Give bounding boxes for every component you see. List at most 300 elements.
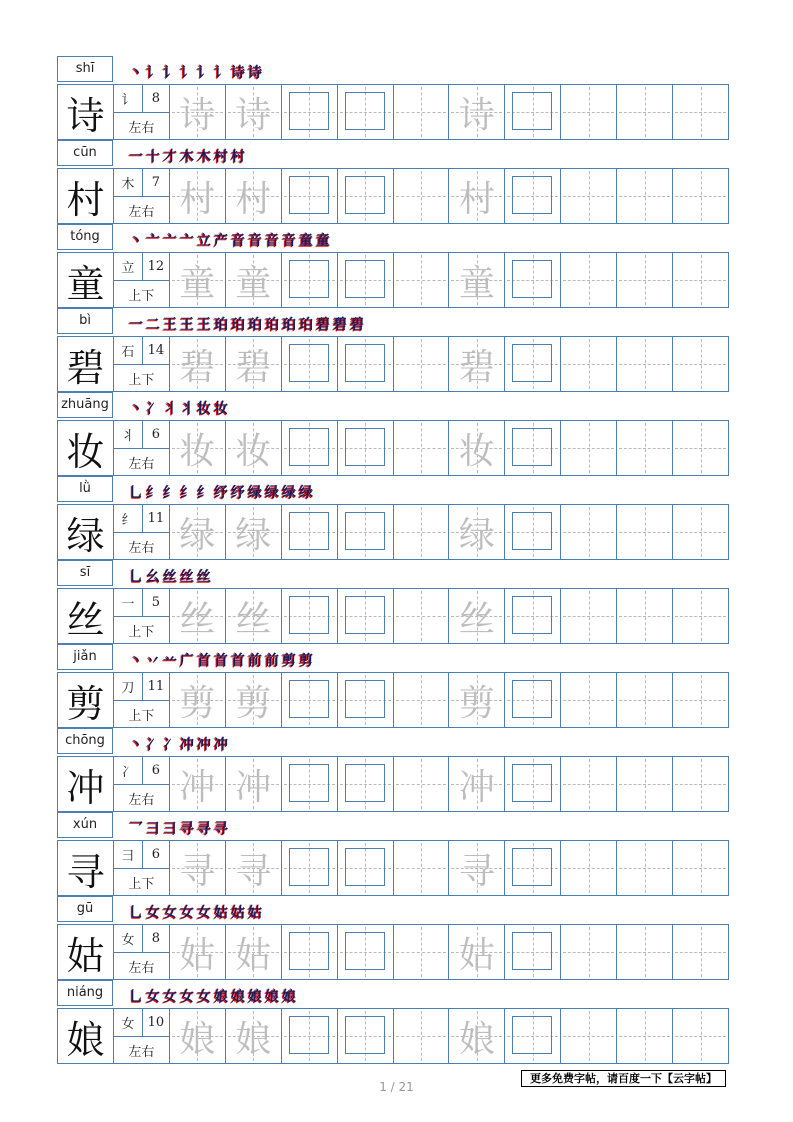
character-info [113, 253, 169, 307]
stroke-order [129, 562, 211, 586]
stroke-step: 纾 [214, 485, 228, 501]
structure-label: 左右 [128, 540, 155, 556]
writing-box [289, 932, 329, 970]
box-cell[interactable] [337, 169, 393, 223]
stroke-step: 丝 [163, 569, 177, 585]
blank-cell[interactable] [672, 85, 728, 139]
box-cell[interactable] [281, 253, 337, 307]
pinyin-label: niáng [57, 980, 113, 1006]
stroke-step: 寻 [197, 821, 211, 837]
writing-box [345, 764, 385, 802]
stroke-count: 8 [151, 931, 161, 946]
model-character: 诗 [66, 93, 105, 138]
blank-cell[interactable] [672, 253, 728, 307]
blank-cell[interactable] [560, 589, 616, 643]
box-cell[interactable] [281, 925, 337, 979]
stroke-step: 木 [180, 149, 194, 165]
radical-label: 立 [114, 253, 143, 280]
blank-cell[interactable] [616, 421, 672, 475]
stroke-step: 一 [129, 317, 143, 333]
pinyin-label: gū [57, 896, 113, 922]
blank-cell[interactable] [672, 421, 728, 475]
box-cell[interactable] [337, 925, 393, 979]
blank-cell[interactable] [616, 505, 672, 559]
character-entry [57, 140, 729, 224]
stroke-order [129, 898, 262, 922]
stroke-step: 才 [163, 149, 177, 165]
trace-cell[interactable] [169, 85, 225, 139]
blank-cell[interactable] [616, 337, 672, 391]
blank-cell[interactable] [672, 169, 728, 223]
trace-character: 寻 [179, 850, 216, 892]
trace-cell[interactable] [448, 253, 504, 307]
blank-cell[interactable] [560, 757, 616, 811]
blank-cell[interactable] [560, 673, 616, 727]
writing-box [289, 92, 329, 130]
blank-cell[interactable] [616, 673, 672, 727]
box-cell[interactable] [504, 757, 560, 811]
stroke-count: 7 [151, 175, 161, 190]
trace-character: 童 [235, 262, 272, 304]
page-number: 1 / 21 [379, 1080, 414, 1094]
trace-cell[interactable] [225, 1009, 281, 1063]
blank-cell[interactable] [560, 925, 616, 979]
writing-box [345, 176, 385, 214]
stroke-step: 珀 [248, 317, 262, 333]
box-cell[interactable] [281, 85, 337, 139]
character-entry [57, 896, 729, 980]
trace-cell[interactable] [225, 253, 281, 307]
model-character: 冲 [66, 765, 105, 810]
trace-cell[interactable] [225, 337, 281, 391]
stroke-step: 纟 [163, 485, 177, 501]
writing-box [512, 596, 552, 634]
character-info [113, 505, 169, 559]
stroke-step: 乚 [129, 485, 143, 501]
blank-cell[interactable] [560, 1009, 616, 1063]
blank-cell[interactable] [616, 169, 672, 223]
structure-label: 左右 [128, 1044, 155, 1060]
trace-character: 诗 [458, 94, 495, 136]
practice-row [57, 924, 729, 980]
box-cell[interactable] [281, 337, 337, 391]
stroke-step: 女 [146, 989, 160, 1005]
stroke-step: 绿 [248, 485, 262, 501]
blank-cell[interactable] [616, 1009, 672, 1063]
trace-character: 剪 [179, 682, 216, 724]
practice-row [57, 84, 729, 140]
stroke-step: 女 [197, 989, 211, 1005]
stroke-step: 纟 [146, 485, 160, 501]
box-cell[interactable] [337, 421, 393, 475]
writing-box [289, 176, 329, 214]
stroke-count: 11 [147, 679, 165, 694]
stroke-step: 幺 [146, 569, 160, 585]
stroke-step: 珀 [282, 317, 296, 333]
blank-cell[interactable] [560, 337, 616, 391]
model-character: 娘 [66, 1017, 105, 1062]
radical-label: 丬 [114, 421, 143, 448]
stroke-step: 丶 [129, 65, 143, 81]
stroke-step: 丷 [146, 653, 160, 669]
blank-cell[interactable] [393, 841, 449, 895]
pinyin-label: zhuāng [57, 392, 113, 418]
trace-cell[interactable] [448, 925, 504, 979]
stroke-step: 妆 [197, 401, 211, 417]
stroke-step: 童 [316, 233, 330, 249]
structure-label: 上下 [128, 876, 155, 892]
box-cell[interactable] [281, 673, 337, 727]
structure-label: 左右 [128, 120, 155, 136]
box-cell[interactable] [281, 841, 337, 895]
writing-box [512, 848, 552, 886]
trace-cell[interactable] [225, 757, 281, 811]
blank-cell[interactable] [393, 337, 449, 391]
character-entry [57, 224, 729, 308]
writing-box [512, 932, 552, 970]
stroke-order [129, 142, 245, 166]
stroke-step: 音 [231, 233, 245, 249]
stroke-count: 6 [151, 763, 161, 778]
trace-character: 妆 [235, 430, 272, 472]
info-top [114, 925, 169, 953]
trace-cell[interactable] [169, 337, 225, 391]
stroke-step: 亠 [180, 233, 194, 249]
practice-row [57, 168, 729, 224]
blank-cell[interactable] [672, 925, 728, 979]
trace-cell[interactable] [225, 925, 281, 979]
writing-box [345, 92, 385, 130]
model-character: 村 [66, 177, 105, 222]
stroke-step: 童 [299, 233, 313, 249]
box-cell[interactable] [337, 337, 393, 391]
stroke-step: 丶 [129, 401, 143, 417]
box-cell[interactable] [504, 253, 560, 307]
stroke-step: 妆 [214, 401, 228, 417]
stroke-step: 村 [214, 149, 228, 165]
box-cell[interactable] [337, 757, 393, 811]
writing-box [512, 176, 552, 214]
info-top [114, 757, 169, 785]
trace-cell[interactable] [169, 589, 225, 643]
radical-label: 石 [114, 337, 143, 364]
box-cell[interactable] [504, 589, 560, 643]
blank-cell[interactable] [393, 169, 449, 223]
stroke-step: 彐 [163, 821, 177, 837]
stroke-step: 纟 [197, 485, 211, 501]
stroke-step: 讠 [163, 65, 177, 81]
stroke-order [129, 58, 262, 82]
stroke-step: 丶 [129, 233, 143, 249]
trace-cell[interactable] [169, 253, 225, 307]
trace-cell[interactable] [448, 337, 504, 391]
stroke-step: 立 [197, 233, 211, 249]
trace-character: 村 [458, 178, 495, 220]
stroke-step: 讠 [180, 65, 194, 81]
box-cell[interactable] [504, 841, 560, 895]
character-info [113, 1009, 169, 1063]
trace-character: 剪 [235, 682, 272, 724]
trace-character: 姑 [179, 934, 216, 976]
blank-cell[interactable] [393, 421, 449, 475]
blank-cell[interactable] [393, 673, 449, 727]
stroke-step: 彐 [146, 821, 160, 837]
pinyin-label: tóng [57, 224, 113, 250]
box-cell[interactable] [504, 505, 560, 559]
box-cell[interactable] [337, 589, 393, 643]
blank-cell[interactable] [672, 505, 728, 559]
box-cell[interactable] [281, 505, 337, 559]
trace-cell[interactable] [225, 505, 281, 559]
writing-box [289, 428, 329, 466]
trace-character: 绿 [458, 514, 495, 556]
box-cell[interactable] [281, 757, 337, 811]
trace-cell[interactable] [448, 589, 504, 643]
trace-character: 碧 [179, 346, 216, 388]
character-entry [57, 392, 729, 476]
stroke-step: 女 [197, 905, 211, 921]
trace-cell[interactable] [169, 673, 225, 727]
stroke-step: 讠 [146, 65, 160, 81]
trace-cell[interactable] [169, 925, 225, 979]
radical-label: 彐 [114, 841, 143, 868]
writing-box [512, 260, 552, 298]
blank-cell[interactable] [560, 841, 616, 895]
blank-cell[interactable] [616, 925, 672, 979]
trace-character: 妆 [179, 430, 216, 472]
writing-box [289, 680, 329, 718]
blank-cell[interactable] [672, 841, 728, 895]
blank-cell[interactable] [560, 85, 616, 139]
box-cell[interactable] [337, 505, 393, 559]
model-character: 绿 [66, 513, 105, 558]
blank-cell[interactable] [393, 757, 449, 811]
box-cell[interactable] [281, 589, 337, 643]
trace-character: 寻 [235, 850, 272, 892]
blank-cell[interactable] [393, 253, 449, 307]
blank-cell[interactable] [393, 505, 449, 559]
stroke-step: 绿 [282, 485, 296, 501]
trace-cell[interactable] [169, 169, 225, 223]
stroke-order [129, 982, 296, 1006]
stroke-order [129, 310, 364, 334]
practice-row [57, 336, 729, 392]
box-cell[interactable] [504, 1009, 560, 1063]
character-info [113, 925, 169, 979]
blank-cell[interactable] [616, 85, 672, 139]
trace-cell[interactable] [448, 169, 504, 223]
trace-cell[interactable] [225, 841, 281, 895]
blank-cell[interactable] [672, 673, 728, 727]
blank-cell[interactable] [393, 589, 449, 643]
blank-cell[interactable] [616, 757, 672, 811]
trace-cell[interactable] [169, 505, 225, 559]
writing-box [345, 932, 385, 970]
trace-character: 娘 [458, 1018, 495, 1060]
box-cell[interactable] [504, 337, 560, 391]
stroke-step: 丬 [180, 401, 194, 417]
trace-cell[interactable] [448, 673, 504, 727]
stroke-step: 冲 [197, 737, 211, 753]
trace-cell[interactable] [169, 841, 225, 895]
writing-box [289, 596, 329, 634]
character-info [113, 841, 169, 895]
stroke-step: 前 [248, 653, 262, 669]
promo-banner: 更多免费字帖，请百度一下【云字帖】 [521, 1070, 726, 1087]
stroke-step: 冲 [180, 737, 194, 753]
practice-row [57, 672, 729, 728]
trace-cell[interactable] [448, 757, 504, 811]
stroke-step: 女 [146, 905, 160, 921]
box-cell[interactable] [337, 253, 393, 307]
trace-cell[interactable] [448, 505, 504, 559]
stroke-step: 纾 [231, 485, 245, 501]
box-cell[interactable] [281, 169, 337, 223]
stroke-step: 珀 [265, 317, 279, 333]
blank-cell[interactable] [616, 841, 672, 895]
box-cell[interactable] [504, 169, 560, 223]
blank-cell[interactable] [672, 337, 728, 391]
writing-box [345, 848, 385, 886]
stroke-step: 讠 [214, 65, 228, 81]
trace-cell[interactable] [448, 841, 504, 895]
worksheet [57, 56, 729, 1064]
box-cell[interactable] [337, 85, 393, 139]
info-top [114, 85, 169, 113]
trace-cell[interactable] [448, 421, 504, 475]
stroke-count: 12 [147, 259, 165, 274]
stroke-step: 王 [163, 317, 177, 333]
blank-cell[interactable] [616, 253, 672, 307]
stroke-step: 冫 [163, 737, 177, 753]
stroke-order [129, 814, 228, 838]
stroke-step: 珀 [214, 317, 228, 333]
box-cell[interactable] [337, 841, 393, 895]
trace-cell[interactable] [225, 169, 281, 223]
writing-box [512, 764, 552, 802]
stroke-step: 讠 [197, 65, 211, 81]
model-character: 碧 [66, 345, 105, 390]
model-character: 妆 [66, 429, 105, 474]
stroke-step: 绿 [299, 485, 313, 501]
stroke-step: 寻 [214, 821, 228, 837]
stroke-step: 绿 [265, 485, 279, 501]
writing-box [512, 680, 552, 718]
box-cell[interactable] [504, 673, 560, 727]
stroke-order [129, 226, 330, 250]
blank-cell[interactable] [616, 589, 672, 643]
box-cell[interactable] [504, 85, 560, 139]
radical-label: 女 [114, 925, 143, 952]
trace-cell[interactable] [448, 85, 504, 139]
stroke-step: 女 [163, 989, 177, 1005]
blank-cell[interactable] [393, 925, 449, 979]
stroke-step: 乚 [129, 569, 143, 585]
practice-row [57, 252, 729, 308]
blank-cell[interactable] [672, 589, 728, 643]
stroke-step: 寻 [180, 821, 194, 837]
stroke-step: 冫 [146, 401, 160, 417]
writing-box [512, 1016, 552, 1054]
model-character: 姑 [66, 933, 105, 978]
stroke-step: 丶 [129, 737, 143, 753]
character-info [113, 337, 169, 391]
writing-box [289, 1016, 329, 1054]
structure-label: 左右 [128, 960, 155, 976]
stroke-count: 11 [147, 511, 165, 526]
trace-character: 冲 [235, 766, 272, 808]
stroke-count: 8 [151, 91, 161, 106]
stroke-step: 亠 [163, 233, 177, 249]
blank-cell[interactable] [672, 757, 728, 811]
pinyin-label: chōng [57, 728, 113, 754]
blank-cell[interactable] [560, 421, 616, 475]
box-cell[interactable] [504, 925, 560, 979]
stroke-step: 二 [146, 317, 160, 333]
stroke-order [129, 478, 313, 502]
character-info [113, 589, 169, 643]
blank-cell[interactable] [393, 1009, 449, 1063]
box-cell[interactable] [281, 421, 337, 475]
stroke-step: 村 [231, 149, 245, 165]
practice-row [57, 1008, 729, 1064]
info-top [114, 337, 169, 365]
trace-character: 娘 [235, 1018, 272, 1060]
info-top [114, 505, 169, 533]
blank-cell[interactable] [560, 253, 616, 307]
trace-cell[interactable] [225, 85, 281, 139]
stroke-step: 纟 [180, 485, 194, 501]
info-top [114, 421, 169, 449]
stroke-step: 姑 [248, 905, 262, 921]
trace-character: 村 [179, 178, 216, 220]
box-cell[interactable] [337, 673, 393, 727]
blank-cell[interactable] [560, 169, 616, 223]
practice-row [57, 840, 729, 896]
trace-cell[interactable] [169, 421, 225, 475]
writing-box [512, 512, 552, 550]
stroke-step: 首 [197, 653, 211, 669]
blank-cell[interactable] [672, 1009, 728, 1063]
stroke-step: 娘 [214, 989, 228, 1005]
character-info [113, 673, 169, 727]
trace-character: 绿 [235, 514, 272, 556]
box-cell[interactable] [504, 421, 560, 475]
stroke-step: 王 [180, 317, 194, 333]
box-cell[interactable] [281, 1009, 337, 1063]
blank-cell[interactable] [560, 505, 616, 559]
stroke-step: 木 [197, 149, 211, 165]
radical-label: 木 [114, 169, 143, 196]
trace-cell[interactable] [169, 1009, 225, 1063]
trace-character: 碧 [235, 346, 272, 388]
stroke-step: 珀 [299, 317, 313, 333]
stroke-step: 王 [197, 317, 211, 333]
box-cell[interactable] [337, 1009, 393, 1063]
blank-cell[interactable] [393, 85, 449, 139]
writing-box [289, 344, 329, 382]
trace-cell[interactable] [225, 589, 281, 643]
practice-row [57, 588, 729, 644]
trace-cell[interactable] [225, 673, 281, 727]
stroke-step: 冫 [146, 737, 160, 753]
trace-cell[interactable] [169, 757, 225, 811]
trace-cell[interactable] [225, 421, 281, 475]
writing-box [345, 428, 385, 466]
trace-cell[interactable] [448, 1009, 504, 1063]
info-top [114, 841, 169, 869]
stroke-step: 䒑 [163, 653, 177, 669]
